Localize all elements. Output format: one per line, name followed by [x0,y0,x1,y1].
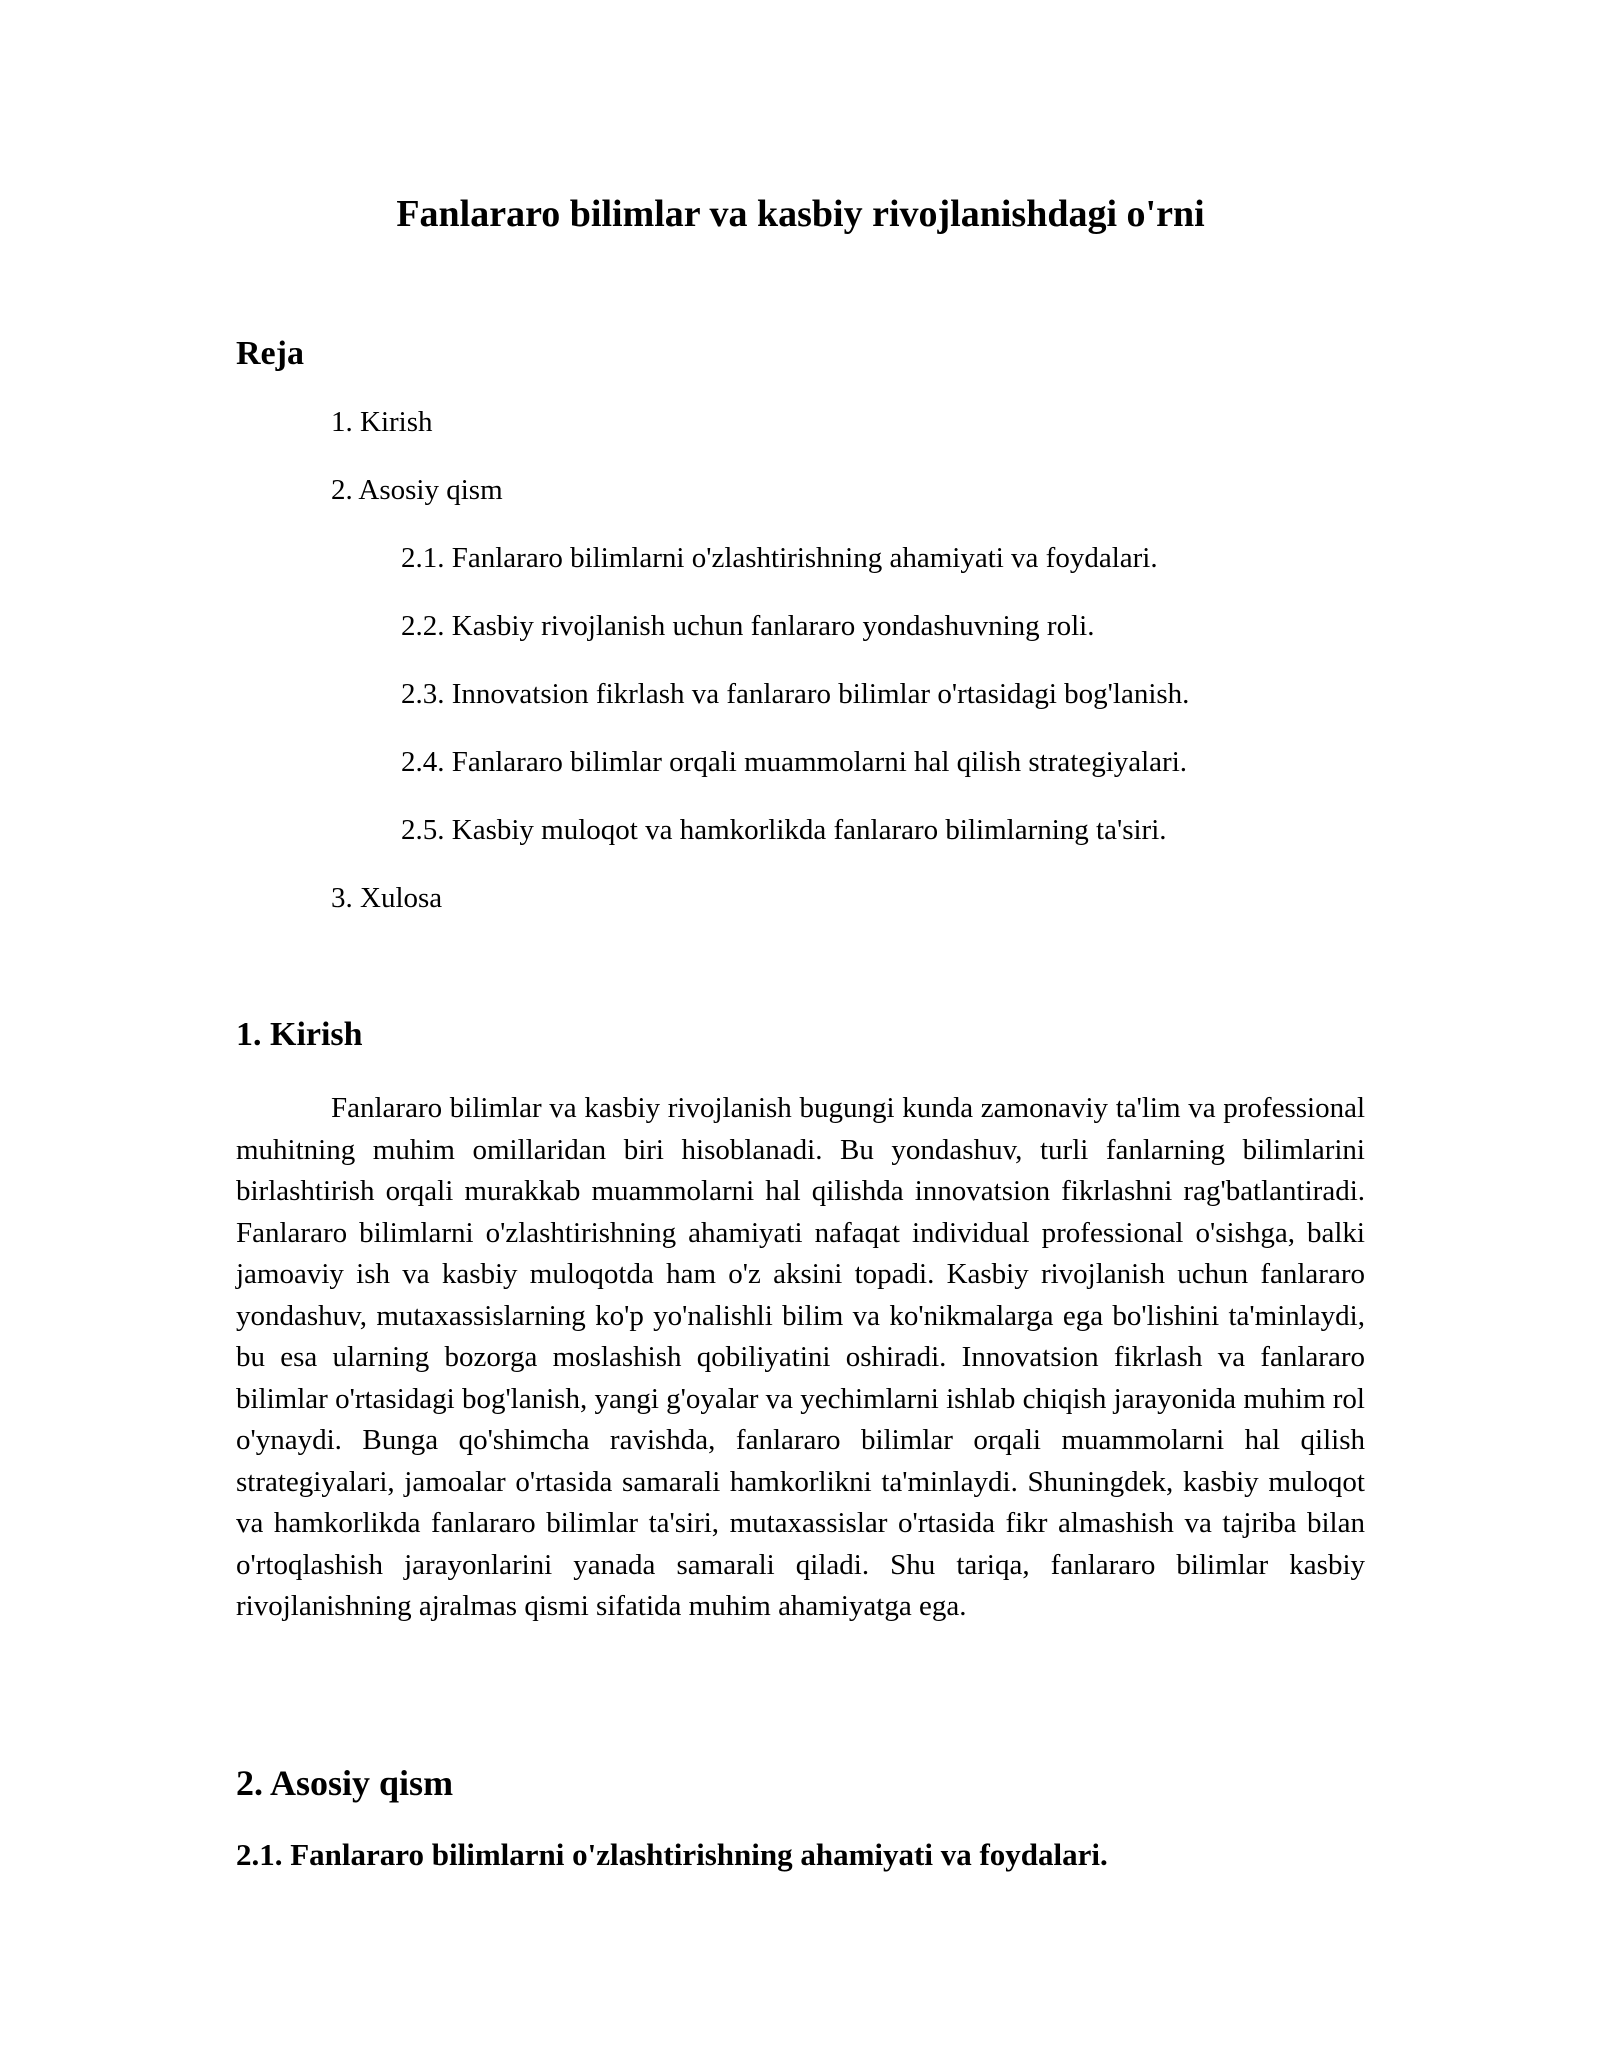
plan-item: 3. Xulosa [331,882,443,914]
plan-item: 2. Asosiy qism [331,474,503,506]
plan-subitem: 2.4. Fanlararo bilimlar orqali muammolarni hal qilish strategiyalari. [401,746,1188,778]
main-section-heading: 2. Asosiy qism [236,1763,454,1803]
intro-paragraph: Fanlararo bilimlar va kasbiy rivojlanish bugungi kunda zamonaviy ta'lim va professional muhitning muhim omillaridan biri hisoblanadi. Bu yondashuv, turli fanlarning bilimlarini birlashtirish orqali murakkab muammolarni hal qilishda innovatsion fikrlashni rag'batlantiradi. Fanlararo bilimlarni o'zlashtirishning ahamiyati nafaqat individual professional o'sishga, balki jamoaviy ish va kasbiy muloqotda ham o'z aksini topadi. Kasbiy rivojlanish uchun fanlararo yondashuv, mutaxassislarning ko'p yo'nalishli bilim va ko'nikmalarga ega bo'lishini ta'minlaydi, bu esa ularning bozorga moslashish qobiliyatini oshiradi. Innovatsion fikrlash va fanlararo bilimlar o'rtasidagi bog'lanish, yangi g'oyalar va yechimlarni ishlab chiqish jarayonida muhim rol o'ynaydi. Bunga qo'shimcha ravishda, fanlararo bilimlar orqali muammolarni hal qilish strategiyalari, jamoalar o'rtasida samarali hamkorlikni ta'minlaydi. Shuningdek, kasbiy muloqot va hamkorlikda fanlararo bilimlar ta'siri, mutaxassislar o'rtasida fikr almashish va tajriba bilan o'rtoqlashish jarayonlarini yanada samarali qiladi. Shu tariqa, fanlararo bilimlar kasbiy rivojlanishning ajralmas qismi sifatida muhim ahamiyatga ega. [236,1092,1365,1622]
plan-list [236,402,1365,918]
plan-subitem: 2.5. Kasbiy muloqot va hamkorlikda fanlararo bilimlarning ta'siri. [401,814,1167,846]
intro-heading: 1. Kirish [236,1016,363,1053]
document-title: Fanlararo bilimlar va kasbiy rivojlanishdagi o'rni [396,193,1205,235]
plan-subitem: 2.2. Kasbiy rivojlanish uchun fanlararo yondashuvning roli. [401,610,1095,642]
subsection-heading: 2.1. Fanlararo bilimlarni o'zlashtirishning ahamiyati va foydalari. [236,1837,1108,1872]
plan-heading: Reja [236,335,304,372]
plan-subitem: 2.3. Innovatsion fikrlash va fanlararo bilimlar o'rtasidagi bog'lanish. [401,678,1190,710]
plan-subitem: 2.1. Fanlararo bilimlarni o'zlashtirishning ahamiyati va foydalari. [401,542,1158,574]
plan-item: 1. Kirish [331,406,433,438]
